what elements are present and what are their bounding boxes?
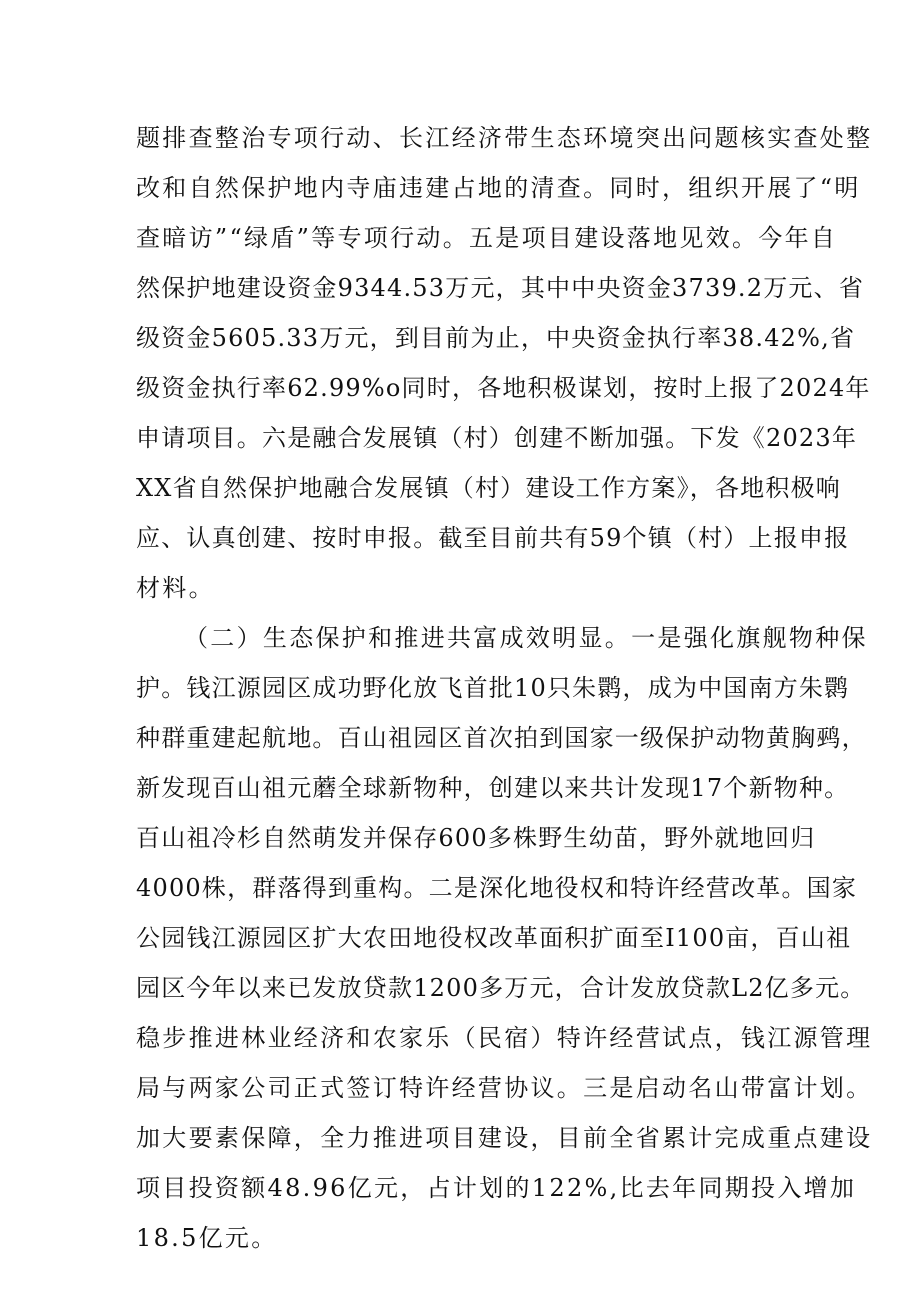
section-heading-line: （二）生态保护和推进共富成效明显。一是强化旗舰物种保 <box>184 624 868 652</box>
text-line: 然保护地建设资金9344.53万元，其中中央资金3739.2万元、省 <box>136 274 865 302</box>
text-line: 公园钱江源园区扩大农田地役权改革面积扩面至I100亩，百山祖 <box>136 924 852 952</box>
text-line: 园区今年以来已发放贷款1200多万元，合计发放贷款L2亿多元。 <box>136 974 866 1002</box>
text-line: 应、认真创建、按时申报。截至目前共有59个镇（村）上报申报 <box>136 524 850 552</box>
text-line: 题排查整治专项行动、长江经济带生态环境突出问题核实查处整 <box>136 124 873 152</box>
text-line: 级资金执行率62.99%o同时，各地积极谋划，按时上报了2024年 <box>136 374 871 402</box>
text-line: 项目投资额48.96亿元，占计划的122%,比去年同期投入增加 <box>136 1174 857 1202</box>
text-line: 材料。 <box>136 574 215 602</box>
text-line: 局与两家公司正式签订特许经营协议。三是启动名山带富计划。 <box>136 1074 873 1102</box>
text-line: 百山祖冷杉自然萌发并保存600多株野生幼苗，野外就地回归 <box>136 824 816 852</box>
text-line: 稳步推进林业经济和农家乐（民宿）特许经营试点，钱江源管理 <box>136 1024 873 1052</box>
text-line: XX省自然保护地融合发展镇（村）建设工作方案》，各地积极响 <box>136 474 841 502</box>
text-line: 申请项目。六是融合发展镇（村）创建不断加强。下发《2023年 <box>136 424 858 452</box>
text-line: 种群重建起航地。百山祖园区首次拍到国家一级保护动物黄胸鹀， <box>136 724 867 752</box>
text-line: 新发现百山祖元蘑全球新物种，创建以来共计发现17个新物种。 <box>136 774 850 802</box>
text-line: 改和自然保护地内寺庙违建占地的清查。同时，组织开展了“明 <box>136 174 861 202</box>
text-line: 4000株，群落得到重构。二是深化地役权和特许经营改革。国家 <box>136 874 858 902</box>
text-line: 查暗访”“绿盾”等专项行动。五是项目建设落地见效。今年自 <box>136 224 838 252</box>
text-line: 18.5亿元。 <box>136 1224 278 1252</box>
text-line: 加大要素保障，全力推进项目建设，目前全省累计完成重点建设 <box>136 1124 873 1152</box>
text-line: 级资金5605.33万元，到目前为止，中央资金执行率38.42%,省 <box>136 324 856 352</box>
text-line: 护。钱江源园区成功野化放飞首批10只朱鹮，成为中国南方朱鹮 <box>136 674 850 702</box>
